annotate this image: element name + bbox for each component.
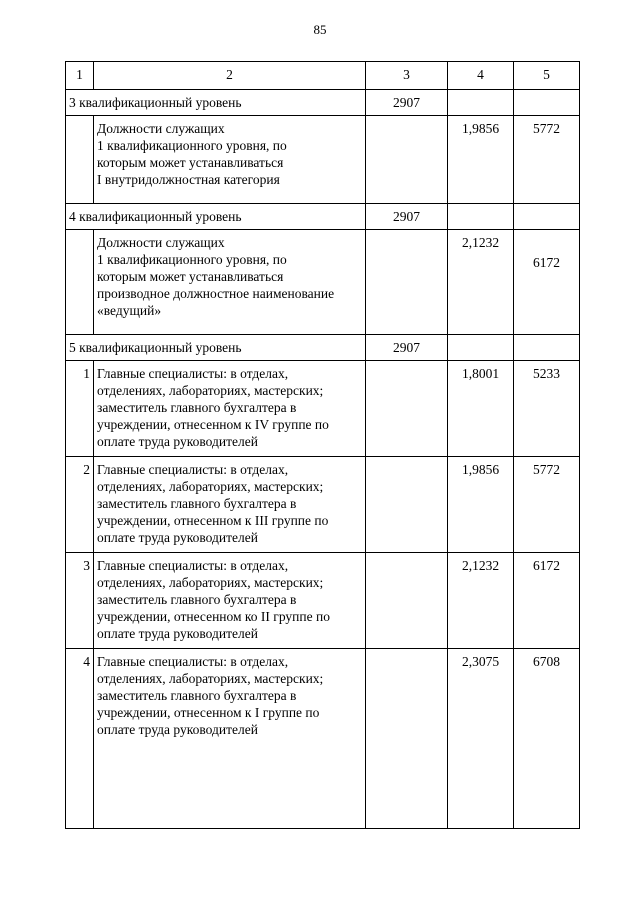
description-line: Должности служащих (97, 121, 225, 136)
qualification-level-row (66, 335, 580, 361)
description-line: оплате труда руководителей (97, 530, 258, 545)
description-line: отделениях, лабораториях, мастерских; (97, 671, 324, 686)
salary-value: 5772 (514, 116, 580, 204)
description-line: заместитель главного бухгалтера в (97, 496, 297, 511)
position-row (66, 361, 580, 457)
description-line: Главные специалисты: в отделах, (97, 654, 289, 669)
description-line: 1 квалификационного уровня, по (97, 252, 287, 267)
coefficient: 1,9856 (448, 116, 514, 204)
base-salary: 2907 (366, 90, 448, 116)
base-salary: 2907 (366, 335, 448, 361)
description-line: учреждении, отнесенном к IV группе по (97, 417, 329, 432)
row-number: 2 (66, 457, 94, 553)
empty-cell (366, 361, 448, 457)
empty-cell (514, 90, 580, 116)
position-description (94, 361, 366, 457)
description-line: оплате труда руководителей (97, 626, 258, 641)
description-line: заместитель главного бухгалтера в (97, 400, 297, 415)
empty-cell (366, 553, 448, 649)
description-line: отделениях, лабораториях, мастерских; (97, 479, 324, 494)
coefficient: 2,1232 (448, 553, 514, 649)
table-header-row (66, 62, 580, 90)
description-line: которым может устанавливаться (97, 155, 284, 170)
base-salary: 2907 (366, 204, 448, 230)
description-line: 1 квалификационного уровня, по (97, 138, 287, 153)
salary-value: 6172 (514, 230, 580, 335)
empty-cell (366, 116, 448, 204)
description-line: заместитель главного бухгалтера в (97, 688, 297, 703)
description-line: Должности служащих (97, 235, 225, 250)
description-line: оплате труда руководителей (97, 722, 258, 737)
position-description (94, 116, 366, 204)
description-line: учреждении, отнесенном ко II группе по (97, 609, 330, 624)
position-description (94, 230, 366, 335)
description-line: Главные специалисты: в отделах, (97, 366, 289, 381)
empty-cell (448, 335, 514, 361)
level-label: 4 квалификационный уровень (66, 204, 366, 230)
page-number: 85 (313, 22, 327, 37)
empty-cell (366, 649, 448, 829)
description-line: учреждении, отнесенном к I группе по (97, 705, 320, 720)
salary-value: 6708 (514, 649, 580, 829)
header-cell-4: 4 (448, 62, 514, 90)
level-label: 3 квалификационный уровень (66, 90, 366, 116)
description-line: I внутридолжностная категория (97, 172, 280, 187)
coefficient: 1,8001 (448, 361, 514, 457)
salary-value: 5772 (514, 457, 580, 553)
header-cell-2: 2 (94, 62, 366, 90)
row-number (66, 230, 94, 335)
header-cell-3: 3 (366, 62, 448, 90)
empty-cell (448, 90, 514, 116)
row-number: 3 (66, 553, 94, 649)
qualification-level-row (66, 90, 580, 116)
salary-value: 5233 (514, 361, 580, 457)
coefficient: 2,1232 (448, 230, 514, 335)
header-cell-5: 5 (514, 62, 580, 90)
level-label: 5 квалификационный уровень (66, 335, 366, 361)
empty-cell (366, 457, 448, 553)
position-row (66, 553, 580, 649)
row-number (66, 116, 94, 204)
row-number: 4 (66, 649, 94, 829)
position-row (66, 230, 580, 335)
empty-cell (514, 204, 580, 230)
description-line: «ведущий» (97, 303, 162, 318)
coefficient: 2,3075 (448, 649, 514, 829)
empty-cell (366, 230, 448, 335)
description-line: учреждении, отнесенном к III группе по (97, 513, 329, 528)
empty-cell (448, 204, 514, 230)
description-line: отделениях, лабораториях, мастерских; (97, 575, 324, 590)
header-cell-1: 1 (66, 62, 94, 90)
description-line: производное должностное наименование (97, 286, 335, 301)
description-line: Главные специалисты: в отделах, (97, 558, 289, 573)
salary-table (65, 61, 580, 829)
position-row (66, 649, 580, 829)
row-number: 1 (66, 361, 94, 457)
description-line: заместитель главного бухгалтера в (97, 592, 297, 607)
position-row (66, 116, 580, 204)
position-description (94, 649, 366, 829)
description-line: которым может устанавливаться (97, 269, 284, 284)
salary-value: 6172 (514, 553, 580, 649)
qualification-level-row (66, 204, 580, 230)
position-row (66, 457, 580, 553)
position-description (94, 553, 366, 649)
table-body (66, 62, 580, 829)
description-line: Главные специалисты: в отделах, (97, 462, 289, 477)
position-description (94, 457, 366, 553)
coefficient: 1,9856 (448, 457, 514, 553)
description-line: отделениях, лабораториях, мастерских; (97, 383, 324, 398)
description-line: оплате труда руководителей (97, 434, 258, 449)
empty-cell (514, 335, 580, 361)
